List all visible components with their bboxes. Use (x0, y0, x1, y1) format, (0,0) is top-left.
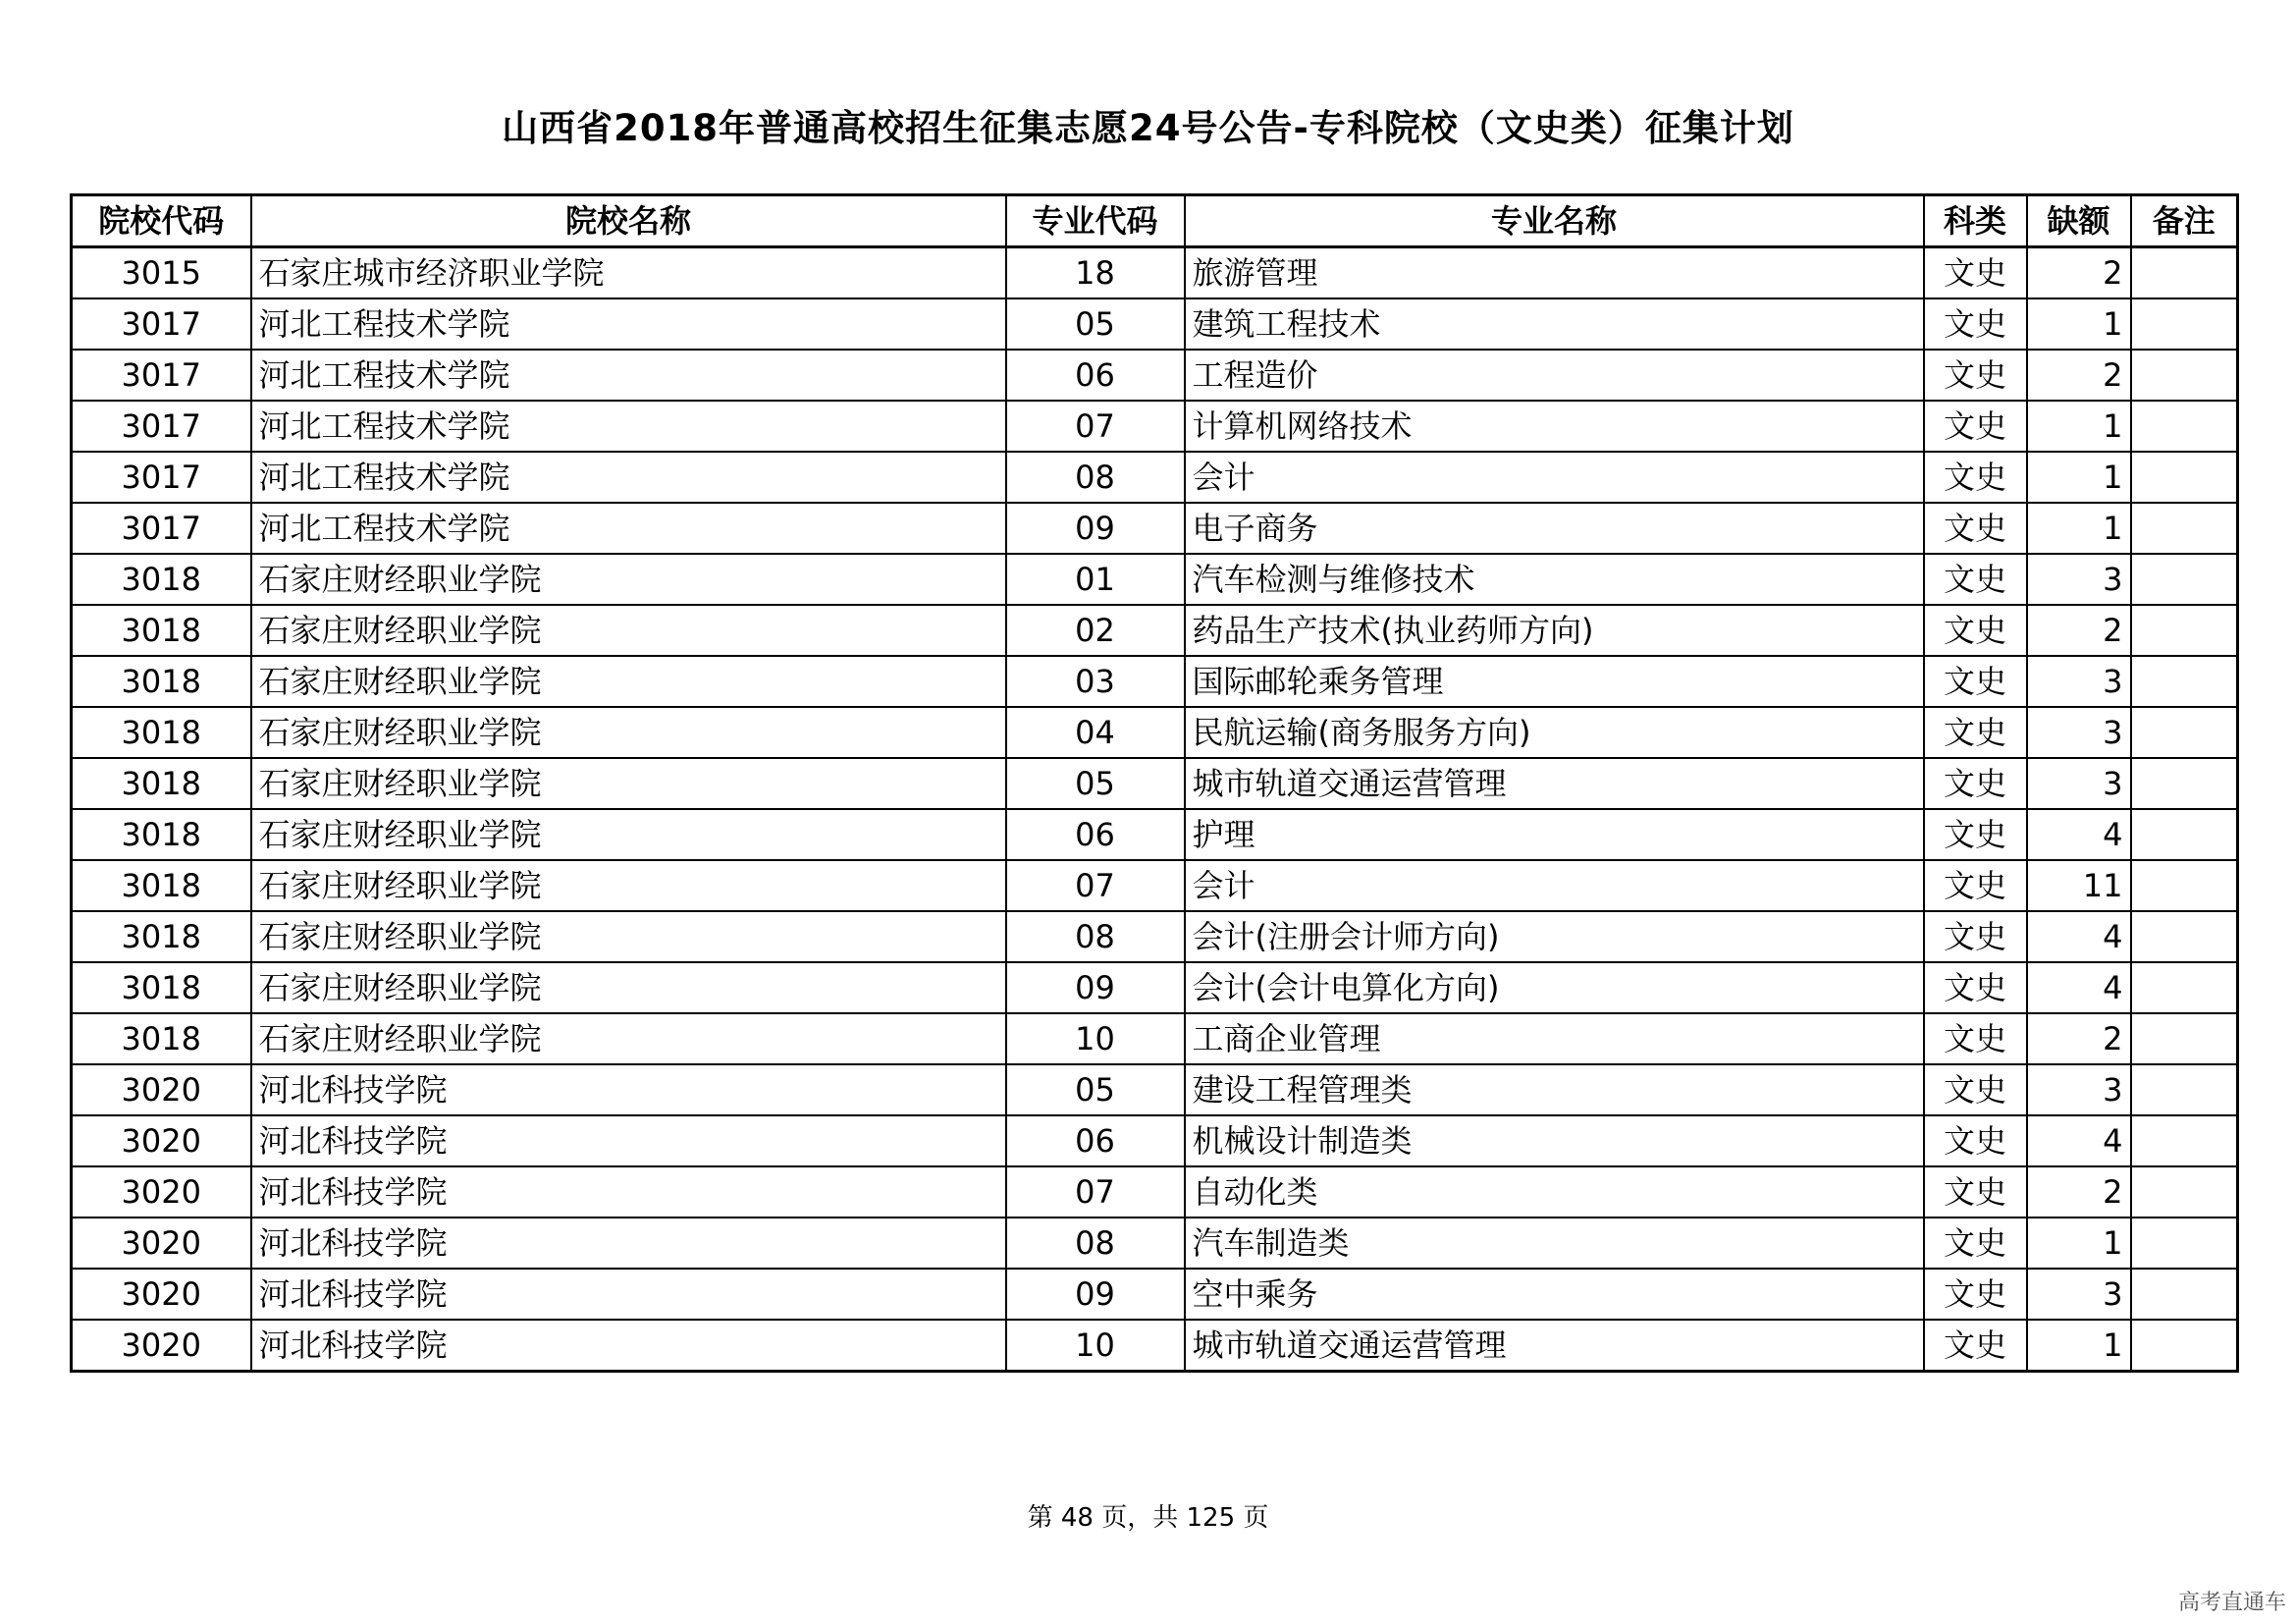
cell-school-code: 3018 (72, 860, 251, 911)
enrollment-plan-table (70, 193, 2239, 1373)
cell-quota: 1 (2027, 1320, 2131, 1372)
cell-major-code: 06 (1006, 1115, 1185, 1166)
cell-category: 文史 (1924, 911, 2027, 962)
cell-major-name: 计算机网络技术 (1185, 401, 1924, 452)
cell-remark (2131, 809, 2238, 860)
cell-school-code: 3018 (72, 911, 251, 962)
cell-major-code: 09 (1006, 1269, 1185, 1320)
cell-major-code: 07 (1006, 1166, 1185, 1218)
header-school-name: 院校名称 (251, 195, 1006, 247)
cell-remark (2131, 1269, 2238, 1320)
cell-quota: 3 (2027, 1064, 2131, 1115)
cell-school-name: 河北科技学院 (251, 1320, 1006, 1372)
cell-quota: 2 (2027, 1013, 2131, 1064)
cell-quota: 3 (2027, 656, 2131, 707)
cell-remark (2131, 350, 2238, 401)
cell-major-code: 08 (1006, 452, 1185, 503)
cell-school-code: 3017 (72, 298, 251, 350)
header-category: 科类 (1924, 195, 2027, 247)
cell-school-code: 3018 (72, 1013, 251, 1064)
cell-school-code: 3017 (72, 401, 251, 452)
cell-quota: 2 (2027, 605, 2131, 656)
cell-school-name: 石家庄财经职业学院 (251, 656, 1006, 707)
table-row (72, 503, 2238, 554)
cell-school-code: 3017 (72, 452, 251, 503)
cell-major-code: 06 (1006, 809, 1185, 860)
cell-major-name: 会计(注册会计师方向) (1185, 911, 1924, 962)
page-number: 第 48 页，共 125 页 (1027, 1503, 1269, 1533)
cell-major-name: 电子商务 (1185, 503, 1924, 554)
cell-category: 文史 (1924, 1013, 2027, 1064)
cell-category: 文史 (1924, 1115, 2027, 1166)
cell-school-name: 石家庄财经职业学院 (251, 554, 1006, 605)
cell-remark (2131, 656, 2238, 707)
header-major-code: 专业代码 (1006, 195, 1185, 247)
cell-major-name: 护理 (1185, 809, 1924, 860)
cell-school-code: 3018 (72, 554, 251, 605)
cell-major-name: 建设工程管理类 (1185, 1064, 1924, 1115)
table-row (72, 1320, 2238, 1372)
cell-remark (2131, 1218, 2238, 1269)
cell-quota: 1 (2027, 452, 2131, 503)
table-row (72, 758, 2238, 809)
cell-major-code: 05 (1006, 298, 1185, 350)
cell-school-code: 3020 (72, 1115, 251, 1166)
table-row (72, 707, 2238, 758)
cell-school-name: 河北工程技术学院 (251, 503, 1006, 554)
cell-major-name: 会计 (1185, 860, 1924, 911)
cell-remark (2131, 1013, 2238, 1064)
cell-school-name: 河北科技学院 (251, 1064, 1006, 1115)
cell-major-name: 工商企业管理 (1185, 1013, 1924, 1064)
cell-major-name: 建筑工程技术 (1185, 298, 1924, 350)
cell-school-code: 3015 (72, 247, 251, 299)
cell-category: 文史 (1924, 860, 2027, 911)
table-header-row (72, 195, 2238, 247)
cell-quota: 2 (2027, 350, 2131, 401)
cell-school-name: 河北科技学院 (251, 1269, 1006, 1320)
header-school-code: 院校代码 (72, 195, 251, 247)
cell-remark (2131, 962, 2238, 1013)
cell-major-code: 10 (1006, 1013, 1185, 1064)
cell-major-code: 06 (1006, 350, 1185, 401)
cell-major-code: 02 (1006, 605, 1185, 656)
cell-quota: 4 (2027, 809, 2131, 860)
cell-school-code: 3017 (72, 350, 251, 401)
table-row (72, 1013, 2238, 1064)
cell-school-code: 3017 (72, 503, 251, 554)
cell-major-code: 07 (1006, 860, 1185, 911)
cell-quota: 4 (2027, 911, 2131, 962)
cell-remark (2131, 911, 2238, 962)
cell-school-code: 3018 (72, 962, 251, 1013)
watermark: 高考直通车 (2177, 1591, 2286, 1615)
cell-school-name: 河北工程技术学院 (251, 401, 1006, 452)
cell-school-name: 河北科技学院 (251, 1166, 1006, 1218)
cell-quota: 4 (2027, 962, 2131, 1013)
cell-major-name: 汽车检测与维修技术 (1185, 554, 1924, 605)
cell-school-name: 河北工程技术学院 (251, 298, 1006, 350)
cell-major-name: 药品生产技术(执业药师方向) (1185, 605, 1924, 656)
cell-school-code: 3018 (72, 656, 251, 707)
cell-major-code: 10 (1006, 1320, 1185, 1372)
cell-school-name: 石家庄城市经济职业学院 (251, 247, 1006, 299)
table-row (72, 656, 2238, 707)
table-row (72, 911, 2238, 962)
cell-school-name: 石家庄财经职业学院 (251, 962, 1006, 1013)
cell-remark (2131, 1064, 2238, 1115)
table-row (72, 350, 2238, 401)
cell-remark (2131, 1166, 2238, 1218)
cell-school-name: 河北科技学院 (251, 1115, 1006, 1166)
cell-quota: 3 (2027, 554, 2131, 605)
cell-quota: 1 (2027, 503, 2131, 554)
cell-remark (2131, 554, 2238, 605)
cell-remark (2131, 503, 2238, 554)
cell-quota: 3 (2027, 707, 2131, 758)
cell-major-name: 工程造价 (1185, 350, 1924, 401)
cell-major-code: 05 (1006, 1064, 1185, 1115)
cell-remark (2131, 860, 2238, 911)
cell-category: 文史 (1924, 1269, 2027, 1320)
cell-category: 文史 (1924, 656, 2027, 707)
cell-major-name: 空中乘务 (1185, 1269, 1924, 1320)
cell-major-code: 01 (1006, 554, 1185, 605)
cell-remark (2131, 247, 2238, 299)
cell-major-code: 08 (1006, 911, 1185, 962)
table-body (72, 247, 2238, 1372)
cell-category: 文史 (1924, 452, 2027, 503)
cell-major-code: 05 (1006, 758, 1185, 809)
cell-major-name: 国际邮轮乘务管理 (1185, 656, 1924, 707)
cell-category: 文史 (1924, 503, 2027, 554)
cell-remark (2131, 452, 2238, 503)
table-row (72, 298, 2238, 350)
cell-major-name: 城市轨道交通运营管理 (1185, 758, 1924, 809)
cell-major-code: 07 (1006, 401, 1185, 452)
cell-school-name: 石家庄财经职业学院 (251, 809, 1006, 860)
table-row (72, 1115, 2238, 1166)
cell-school-code: 3018 (72, 809, 251, 860)
table-row (72, 247, 2238, 299)
cell-school-code: 3020 (72, 1166, 251, 1218)
cell-school-name: 石家庄财经职业学院 (251, 1013, 1006, 1064)
header-major-name: 专业名称 (1185, 195, 1924, 247)
table-row (72, 452, 2238, 503)
table-row (72, 809, 2238, 860)
cell-category: 文史 (1924, 962, 2027, 1013)
table-row (72, 1064, 2238, 1115)
cell-major-code: 08 (1006, 1218, 1185, 1269)
cell-school-code: 3018 (72, 605, 251, 656)
cell-school-name: 石家庄财经职业学院 (251, 758, 1006, 809)
cell-category: 文史 (1924, 707, 2027, 758)
cell-school-name: 石家庄财经职业学院 (251, 605, 1006, 656)
cell-major-name: 机械设计制造类 (1185, 1115, 1924, 1166)
cell-remark (2131, 758, 2238, 809)
cell-quota: 3 (2027, 1269, 2131, 1320)
table-row (72, 1269, 2238, 1320)
cell-category: 文史 (1924, 247, 2027, 299)
cell-remark (2131, 605, 2238, 656)
page-title: 山西省2018年普通高校招生征集志愿24号公告-专科院校（文史类）征集计划 (502, 107, 1794, 149)
cell-category: 文史 (1924, 605, 2027, 656)
cell-school-name: 河北工程技术学院 (251, 350, 1006, 401)
cell-quota: 1 (2027, 1218, 2131, 1269)
header-remark: 备注 (2131, 195, 2238, 247)
cell-quota: 2 (2027, 1166, 2131, 1218)
cell-major-code: 09 (1006, 503, 1185, 554)
cell-school-name: 石家庄财经职业学院 (251, 860, 1006, 911)
header-quota: 缺额 (2027, 195, 2131, 247)
cell-major-name: 会计(会计电算化方向) (1185, 962, 1924, 1013)
cell-school-name: 河北工程技术学院 (251, 452, 1006, 503)
cell-remark (2131, 1115, 2238, 1166)
cell-category: 文史 (1924, 554, 2027, 605)
cell-school-name: 石家庄财经职业学院 (251, 911, 1006, 962)
cell-major-name: 民航运输(商务服务方向) (1185, 707, 1924, 758)
cell-quota: 4 (2027, 1115, 2131, 1166)
table-row (72, 860, 2238, 911)
cell-major-code: 09 (1006, 962, 1185, 1013)
table-row (72, 605, 2238, 656)
cell-school-code: 3018 (72, 758, 251, 809)
cell-quota: 2 (2027, 247, 2131, 299)
cell-school-code: 3020 (72, 1320, 251, 1372)
cell-quota: 11 (2027, 860, 2131, 911)
table-row (72, 1218, 2238, 1269)
cell-quota: 3 (2027, 758, 2131, 809)
cell-school-code: 3020 (72, 1064, 251, 1115)
cell-school-name: 河北科技学院 (251, 1218, 1006, 1269)
cell-school-code: 3020 (72, 1269, 251, 1320)
cell-category: 文史 (1924, 401, 2027, 452)
cell-major-code: 18 (1006, 247, 1185, 299)
cell-major-name: 汽车制造类 (1185, 1218, 1924, 1269)
cell-category: 文史 (1924, 1166, 2027, 1218)
cell-quota: 1 (2027, 401, 2131, 452)
cell-school-code: 3018 (72, 707, 251, 758)
cell-quota: 1 (2027, 298, 2131, 350)
cell-major-name: 城市轨道交通运营管理 (1185, 1320, 1924, 1372)
cell-major-code: 04 (1006, 707, 1185, 758)
cell-remark (2131, 298, 2238, 350)
cell-major-name: 自动化类 (1185, 1166, 1924, 1218)
cell-remark (2131, 707, 2238, 758)
table-row (72, 962, 2238, 1013)
cell-category: 文史 (1924, 1064, 2027, 1115)
table-row (72, 401, 2238, 452)
cell-school-name: 石家庄财经职业学院 (251, 707, 1006, 758)
cell-category: 文史 (1924, 809, 2027, 860)
cell-major-name: 旅游管理 (1185, 247, 1924, 299)
cell-category: 文史 (1924, 758, 2027, 809)
cell-category: 文史 (1924, 298, 2027, 350)
cell-major-name: 会计 (1185, 452, 1924, 503)
cell-remark (2131, 1320, 2238, 1372)
cell-category: 文史 (1924, 350, 2027, 401)
cell-category: 文史 (1924, 1218, 2027, 1269)
cell-remark (2131, 401, 2238, 452)
cell-major-code: 03 (1006, 656, 1185, 707)
table-row (72, 554, 2238, 605)
cell-category: 文史 (1924, 1320, 2027, 1372)
cell-school-code: 3020 (72, 1218, 251, 1269)
table-row (72, 1166, 2238, 1218)
